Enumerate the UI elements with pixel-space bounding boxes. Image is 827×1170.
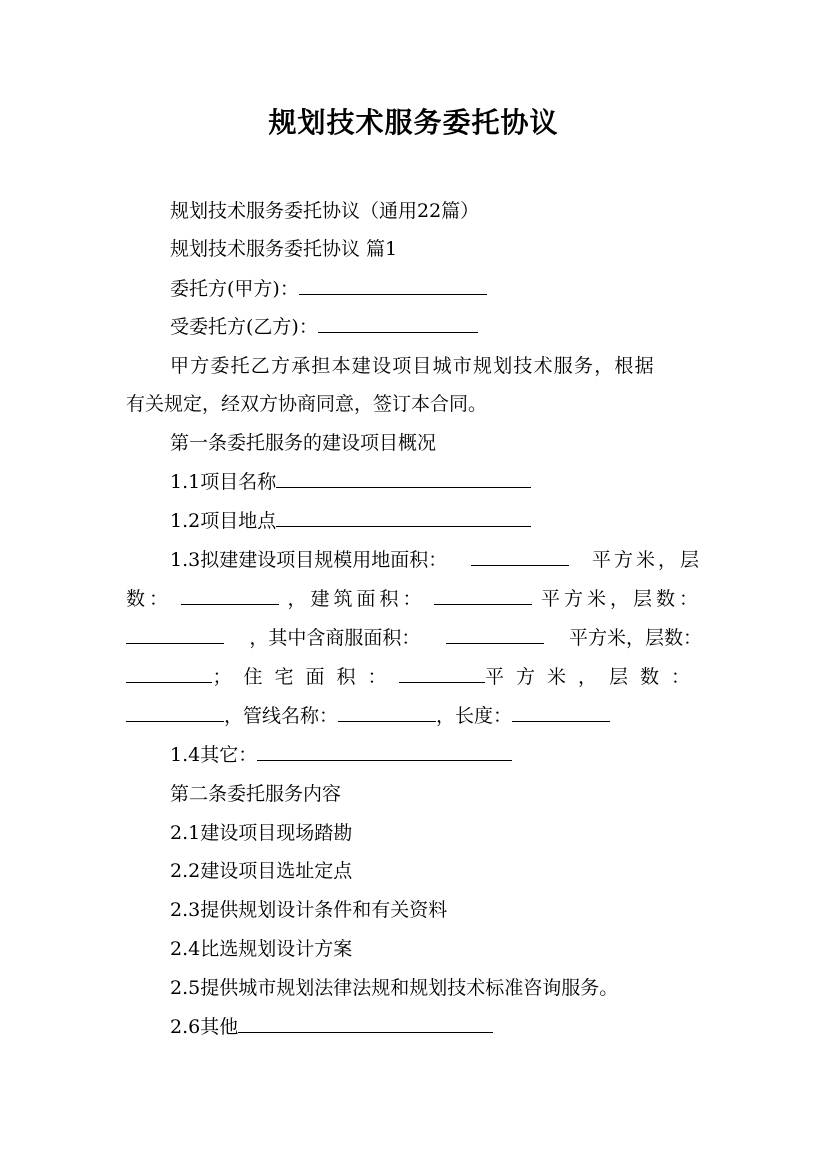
item-1-4 (170, 742, 512, 768)
item-2-4: 2.4比选规划设计方案 (170, 938, 353, 960)
item-1-3-blank-9 (338, 703, 436, 722)
party-b-blank (318, 314, 478, 333)
intro-paragraph-line2: 有关规定，经双方协商同意，签订本合同。 (126, 393, 488, 415)
party-a-blank (299, 276, 487, 295)
section-heading: 规划技术服务委托协议 篇1 (170, 238, 398, 260)
document-subtitle: 规划技术服务委托协议（通用22篇） (170, 200, 480, 222)
item-1-2-blank (276, 508, 531, 527)
item-1-3-blank-5 (446, 625, 544, 644)
intro-paragraph-line1 (126, 353, 702, 379)
item-1-3-blank-7 (399, 664, 485, 683)
item-1-4-blank (257, 742, 512, 761)
item-1-2 (170, 508, 531, 534)
item-1-3-line2 (126, 586, 702, 612)
item-2-5: 2.5提供城市规划法律法规和规划技术标准咨询服务。 (170, 977, 619, 999)
item-1-3-blank-10 (512, 703, 610, 722)
article-2-heading: 第二条委托服务内容 (170, 783, 342, 805)
item-2-2: 2.2建设项目选址定点 (170, 860, 353, 882)
party-b-label: 受委托方(乙方)： (170, 316, 318, 338)
item-1-3-line4 (126, 664, 702, 690)
item-2-6 (170, 1014, 493, 1040)
item-1-3-line1 (170, 547, 702, 573)
item-1-3-text-g: 平方米，层数： (568, 627, 702, 649)
item-1-3-text-d: ，建筑面积： (287, 588, 426, 610)
item-1-3-text-h: ；住宅面积： (212, 666, 399, 688)
item-1-3-text-j: ，管线名称： (224, 705, 339, 727)
item-1-3-text-k: ，长度： (436, 705, 513, 727)
item-1-3-text-i: 平方米，层数： (484, 666, 702, 688)
item-1-1 (170, 469, 531, 495)
item-1-2-label: 1.2项目地点 (170, 510, 277, 532)
item-1-3-blank-8 (126, 703, 224, 722)
party-a-line (170, 276, 487, 302)
item-1-3-blank-6 (126, 664, 212, 683)
item-1-3-text-b: 平方米，层 (591, 549, 702, 571)
item-1-3-text-c: 数： (126, 588, 173, 610)
item-2-6-blank (238, 1014, 493, 1033)
item-1-3-blank-4 (126, 625, 224, 644)
item-1-4-label: 1.4其它： (170, 744, 258, 766)
item-2-1: 2.1建设项目现场踏勘 (170, 822, 353, 844)
item-1-3-text-f: ，其中含商服面积： (249, 627, 421, 649)
document-title: 规划技术服务委托协议 (268, 106, 559, 139)
item-1-3-line3 (126, 625, 702, 651)
item-1-1-blank (276, 469, 531, 488)
party-b-line (170, 314, 478, 340)
article-1-heading: 第一条委托服务的建设项目概况 (170, 432, 437, 454)
item-1-3-text-e: 平方米，层数： (540, 588, 702, 610)
item-1-3-blank-2 (181, 586, 279, 605)
item-2-3: 2.3提供规划设计条件和有关资料 (170, 899, 448, 921)
item-1-1-label: 1.1项目名称 (170, 471, 277, 493)
party-a-label: 委托方(甲方)： (170, 278, 299, 300)
item-1-3-blank-3 (434, 586, 532, 605)
item-1-3-text-a: 1.3拟建建设项目规模用地面积： (170, 549, 448, 571)
intro-text-1: 甲方委托乙方承担本建设项目城市规划技术服务，根据 (170, 355, 655, 377)
item-2-6-label: 2.6其他 (170, 1016, 239, 1038)
item-1-3-line5 (126, 703, 702, 729)
item-1-3-blank-1 (471, 547, 569, 566)
